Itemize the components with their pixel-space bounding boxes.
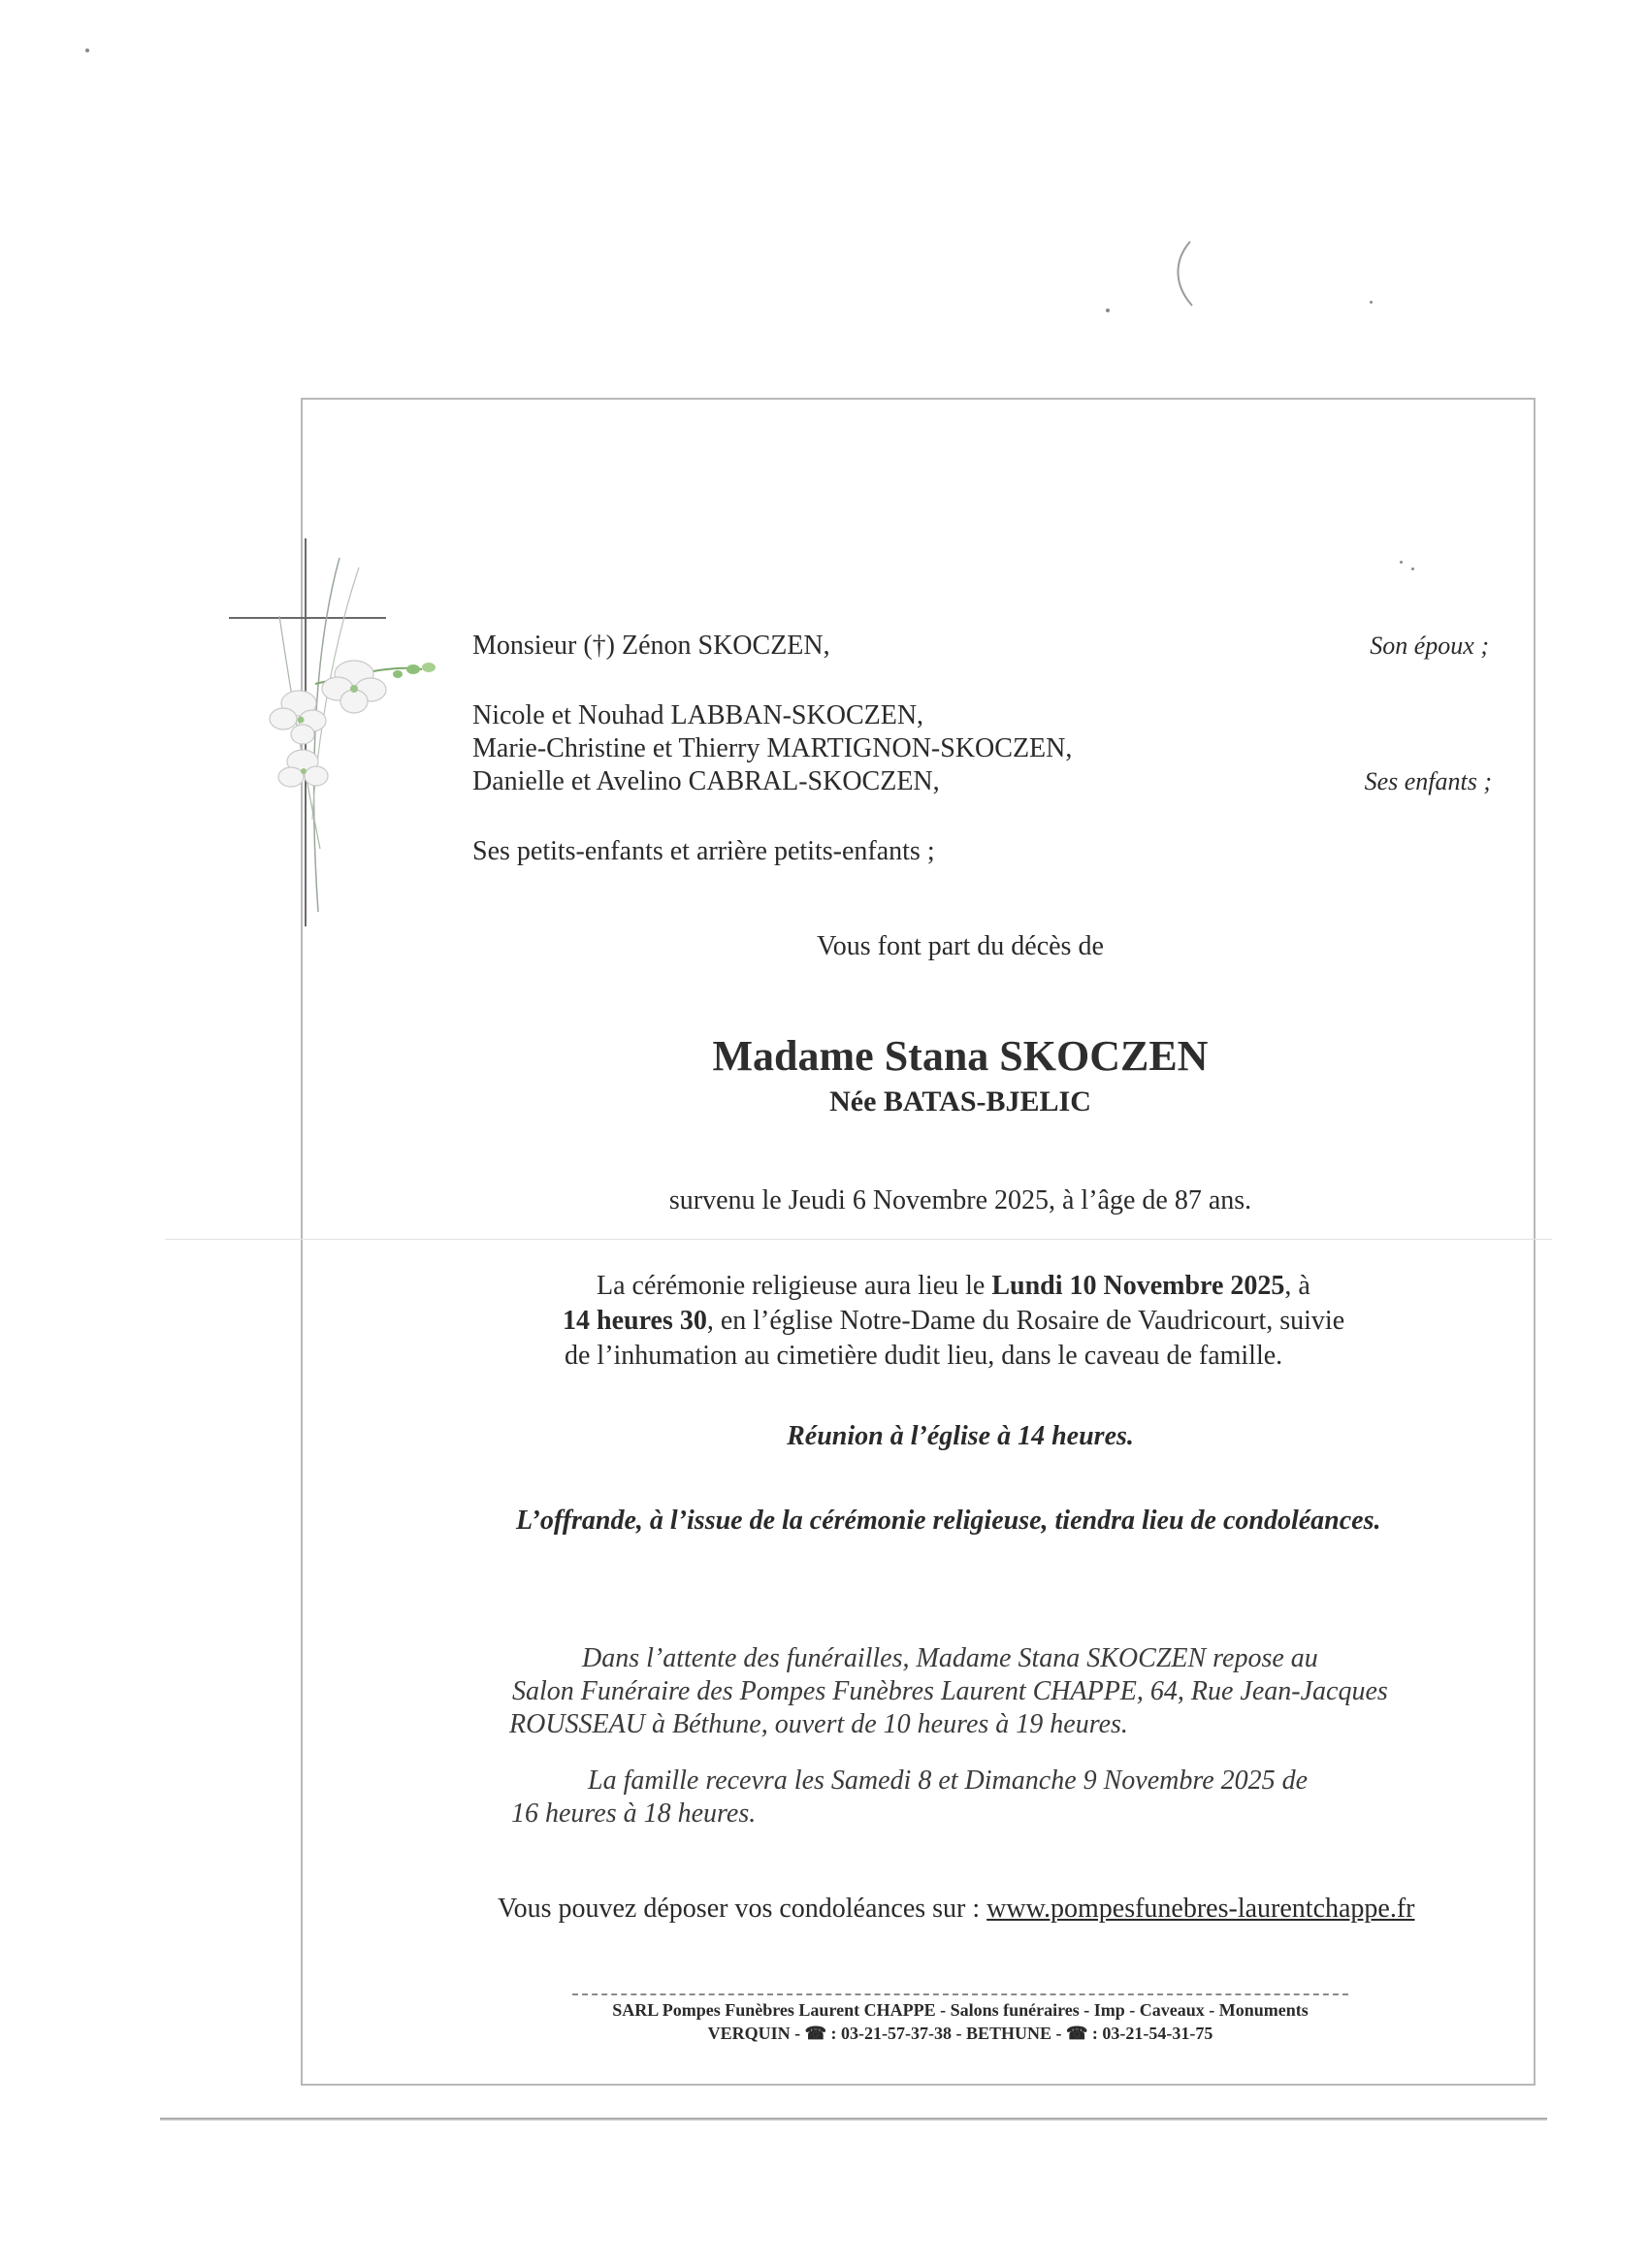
condolences-link[interactable]: www.pompesfunebres-laurentchappe.fr bbox=[986, 1894, 1415, 1924]
fold-line bbox=[165, 1239, 1552, 1240]
condolences-line bbox=[498, 1892, 1415, 1927]
family-reception-2: 16 heures à 18 heures. bbox=[511, 1798, 757, 1829]
spouse-name: Monsieur (†) Zénon SKOCZEN, bbox=[472, 631, 830, 661]
condolences-text: Vous pouvez déposer vos condoléances sur : bbox=[498, 1894, 987, 1924]
scan-pen-mark bbox=[1169, 238, 1198, 310]
meeting-notice: Réunion à l’église à 14 heures. bbox=[787, 1421, 1134, 1451]
announcement-intro: Vous font part du décès de bbox=[817, 931, 1104, 961]
offering-notice: L’offrande, à l’issue de la cérémonie religieuse, tiendra lieu de condoléances. bbox=[516, 1506, 1381, 1536]
ceremony-line-2 bbox=[563, 1304, 1344, 1339]
ceremony-date: Lundi 10 Novembre 2025 bbox=[991, 1271, 1285, 1301]
child-line: Danielle et Avelino CABRAL-SKOCZEN, bbox=[472, 766, 940, 796]
footer-phone-line: VERQUIN - ☎ : 03-21-57-37-38 - BETHUNE - ☎ : 03-21-54-31-75 bbox=[707, 2024, 1213, 2043]
scan-speck bbox=[1106, 308, 1110, 312]
visitation-line-3: ROUSSEAU à Béthune, ouvert de 10 heures à 19 heures. bbox=[509, 1709, 1128, 1739]
child-line: Marie-Christine et Thierry MARTIGNON-SKOCZEN, bbox=[472, 733, 1073, 763]
ceremony-text: La cérémonie religieuse aura lieu le bbox=[597, 1271, 992, 1301]
footer-company-line: SARL Pompes Funèbres Laurent CHAPPE - Salons funéraires - Imp - Caveaux - Monuments bbox=[612, 2000, 1309, 2020]
grandchildren-line: Ses petits-enfants et arrière petits-enfants ; bbox=[472, 836, 935, 866]
child-line: Nicole et Nouhad LABBAN-SKOCZEN, bbox=[472, 700, 924, 730]
ceremony-text: , en l’église Notre-Dame du Rosaire de Vaudricourt, suivie bbox=[706, 1306, 1345, 1336]
ceremony-text: , à bbox=[1284, 1271, 1310, 1301]
scan-speck bbox=[85, 49, 89, 52]
ceremony-line-1 bbox=[597, 1269, 1310, 1304]
cross-orchid-ornament bbox=[223, 529, 456, 936]
maiden-name: Née BATAS-BJELIC bbox=[829, 1085, 1091, 1118]
spouse-role: Son époux ; bbox=[1370, 632, 1489, 660]
deceased-name: Madame Stana SKOCZEN bbox=[712, 1032, 1209, 1080]
ceremony-line-3: de l’inhumation au cimetière dudit lieu, dans le caveau de famille. bbox=[565, 1341, 1283, 1371]
visitation-line-2: Salon Funéraire des Pompes Funèbres Laurent CHAPPE, 64, Rue Jean-Jacques bbox=[512, 1676, 1388, 1706]
page-bottom-shadow bbox=[160, 2118, 1547, 2121]
family-reception-1: La famille recevra les Samedi 8 et Dimanche 9 Novembre 2025 de bbox=[588, 1766, 1309, 1796]
ceremony-time: 14 heures 30 bbox=[563, 1306, 707, 1336]
visitation-line-1: Dans l’attente des funérailles, Madame Stana SKOCZEN repose au bbox=[582, 1643, 1318, 1673]
scan-speck bbox=[1370, 301, 1373, 304]
footer-divider bbox=[572, 1993, 1348, 1995]
death-line: survenu le Jeudi 6 Novembre 2025, à l’âge de 87 ans. bbox=[668, 1185, 1252, 1215]
children-role: Ses enfants ; bbox=[1364, 767, 1492, 795]
